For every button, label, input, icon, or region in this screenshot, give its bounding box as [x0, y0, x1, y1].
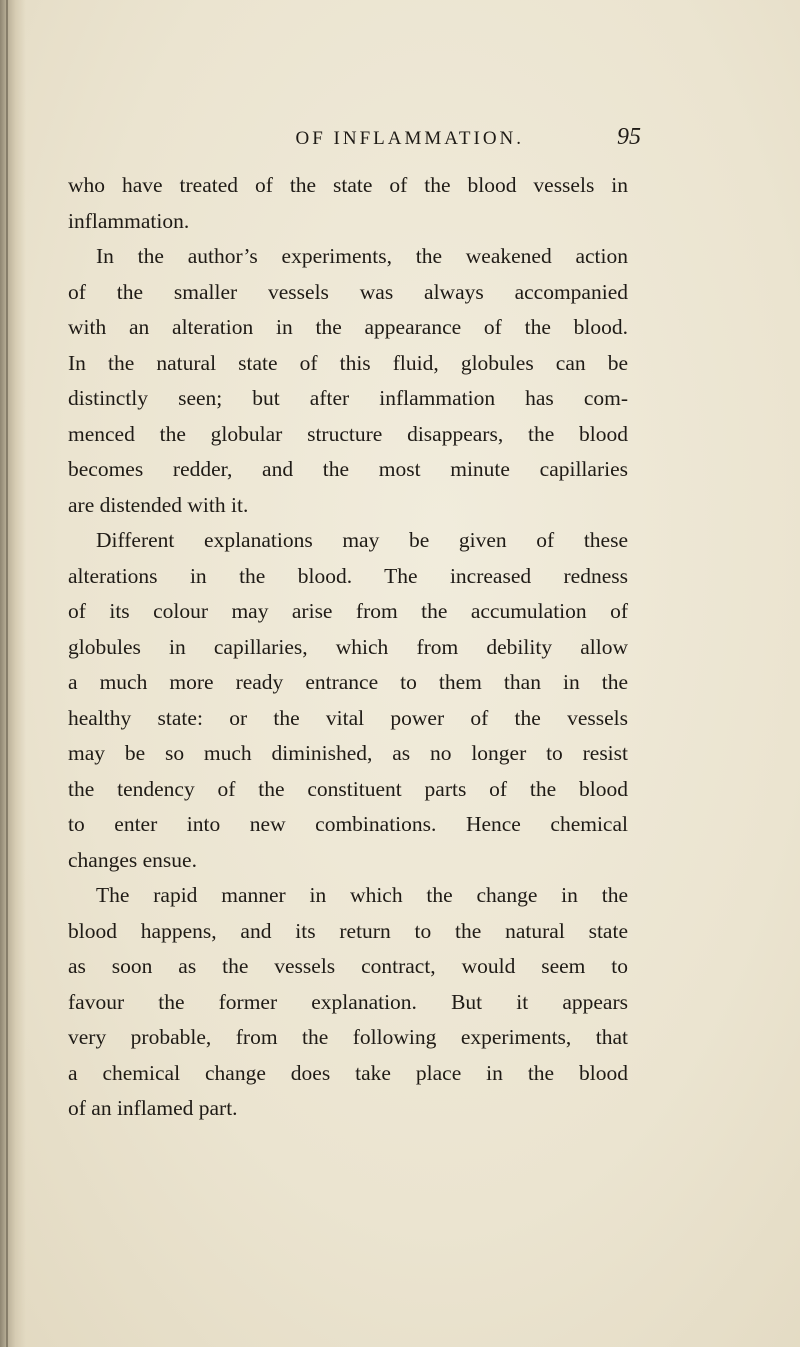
- text-line: blood happens, and its return to the natural state: [68, 918, 628, 943]
- running-title: OF INFLAMMATION.: [295, 128, 525, 149]
- text-line: globules in capillaries, which from debility allow: [68, 634, 628, 659]
- text-line: of its colour may arise from the accumulation of: [68, 599, 628, 623]
- text-line: of the smaller vessels was always accompanied: [68, 279, 628, 304]
- text-line: as soon as the vessels contract, would seem to: [68, 954, 628, 978]
- text-line: are distended with it.: [68, 492, 249, 517]
- text-line: menced the globular structure disappears, the blood: [68, 421, 628, 446]
- text-line: the tendency of the constituent parts of the blood: [68, 776, 628, 801]
- body-text: [68, 168, 628, 1127]
- text-line: a much more ready entrance to them than in the: [68, 670, 628, 694]
- text-line: distinctly seen; but after inflammation has com-: [68, 386, 628, 410]
- text-line: who have treated of the state of the blood vessels in: [68, 173, 628, 197]
- running-head: [0, 124, 800, 158]
- text-line: Different explanations may be given of these: [96, 528, 628, 552]
- text-line: very probable, from the following experiments, that: [68, 1025, 628, 1049]
- text-line: may be so much diminished, as no longer to resist: [68, 741, 628, 765]
- text-line: becomes redder, and the most minute capillaries: [68, 457, 628, 481]
- text-line: to enter into new combinations. Hence chemical: [68, 812, 628, 836]
- text-line: alterations in the blood. The increased redness: [68, 563, 628, 588]
- text-line: a chemical change does take place in the blood: [68, 1060, 628, 1085]
- text-line: In the author’s experiments, the weakened action: [96, 244, 628, 268]
- binding-shadow: [0, 0, 26, 1347]
- text-line: inflammation.: [68, 208, 190, 233]
- text-line: In the natural state of this fluid, globules can be: [68, 350, 628, 375]
- text-line: healthy state: or the vital power of the vessels: [68, 705, 628, 730]
- text-line: favour the former explanation. But it appears: [68, 989, 628, 1014]
- text-line: changes ensue.: [68, 847, 197, 872]
- text-line: with an alteration in the appearance of the blood.: [68, 315, 628, 339]
- text-line: The rapid manner in which the change in the: [96, 883, 628, 907]
- text-line: of an inflamed part.: [68, 1096, 238, 1120]
- binding-edge: [6, 0, 8, 1347]
- page-number: 95: [617, 124, 641, 150]
